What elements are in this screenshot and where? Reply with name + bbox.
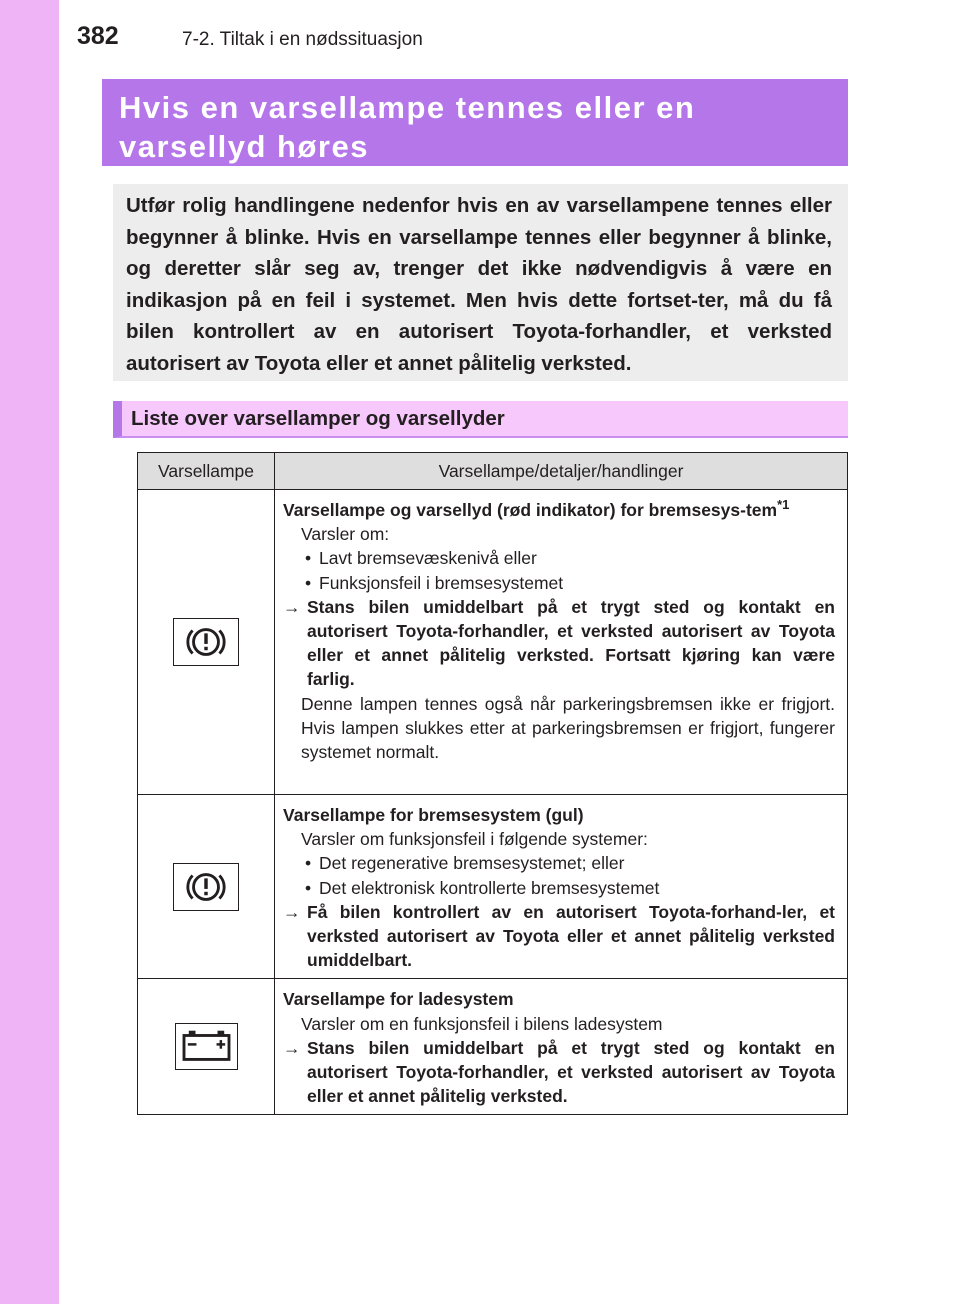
header-warning-light: Varsellampe [138,453,275,490]
icon-cell [138,795,275,979]
list-subheading: Liste over varsellamper og varsellyder [113,401,848,438]
side-tab-strip [0,0,59,1304]
arrow-icon: → [283,1037,301,1058]
intro-text: Utfør rolig handlingene nedenfor hvis en av varsellampene tennes eller begynner å blinke. Hvis en varsellampe tennes eller begynner å blinke, og deretter slår seg av, trenger det ikke nødvendigvis å være en indikasjon på en feil i systemet. Men hvis dette fortset-ter, må du få bilen kontrollert av en autorisert Toyota-forhandler, et verksted autorisert av Toyota eller et annet pålitelig verksted. [126,194,832,375]
row-subtitle: Varsler om en funksjonsfeil i bilens ladesystem [301,1013,663,1034]
list-item: • Det regenerative bremsesystemet; eller [283,851,835,875]
page-number: 382 [77,22,119,50]
list-item: • Det elektronisk kontrollerte bremsesystemet [283,876,835,900]
action-text: → Stans bilen umiddelbart på et trygt sted og kontakt en autorisert Toyota-forhandler, et verksted autorisert av Toyota eller et annet pålitelig verksted. [283,1037,835,1107]
warning-light-table [137,452,848,1115]
brake-warning-icon [173,618,239,666]
row-subtitle: Varsler om funksjonsfeil i følgende systemer: [301,829,648,850]
row-title: Varsellampe og varsellyd (rød indikator) for bremsesys-tem$^{*1}$ [283,497,790,520]
details-cell [275,795,848,979]
table-row [138,795,848,979]
brake-warning-icon [173,863,239,911]
title-banner [102,79,848,166]
icon-cell [138,979,275,1115]
title-line-2: varsellyd høres [119,129,369,164]
list-item: • Lavt bremsevæskenivå eller [283,546,835,570]
row-subtitle: Varsler om: [301,524,390,545]
footnote-marker: *1 [777,497,790,513]
arrow-icon: → [283,901,301,922]
list-item: • Funksjonsfeil i bremsesystemet [283,571,835,595]
action-text: → Få bilen kontrollert av en autorisert Toyota-forhand-ler, et verksted autorisert av Toyota eller et annet pålitelig verksted umiddelbart. [283,901,835,971]
details-cell [275,979,848,1115]
battery-icon [175,1023,238,1070]
table-header-row [138,453,848,490]
details-cell [275,490,848,795]
header-details: Varsellampe/detaljer/handlinger [275,453,848,490]
row-title: Varsellampe for ladesystem [283,989,514,1010]
row-title: Varsellampe for bremsesystem (gul) [283,805,584,825]
table-row [138,490,848,795]
section-label: 7-2. Tiltak i en nødssituasjon [182,29,423,50]
action-text: → Stans bilen umiddelbart på et trygt sted og kontakt en autorisert Toyota-forhandler, et verksted autorisert av Toyota eller et annet pålitelig verksted. Fortsatt kjøring kan være farlig. [283,596,835,690]
intro-box [113,184,848,381]
icon-cell [138,490,275,795]
title-line-1: Hvis en varsellampe tennes eller en [119,90,696,125]
row-note: Denne lampen tennes også når parkeringsbremsen ikke er frigjort. Hvis lampen slukkes etter at parkeringsbremsen er frigjort, fungerer systemet normalt. [301,693,835,763]
table-row [138,979,848,1115]
arrow-icon: → [283,596,301,617]
